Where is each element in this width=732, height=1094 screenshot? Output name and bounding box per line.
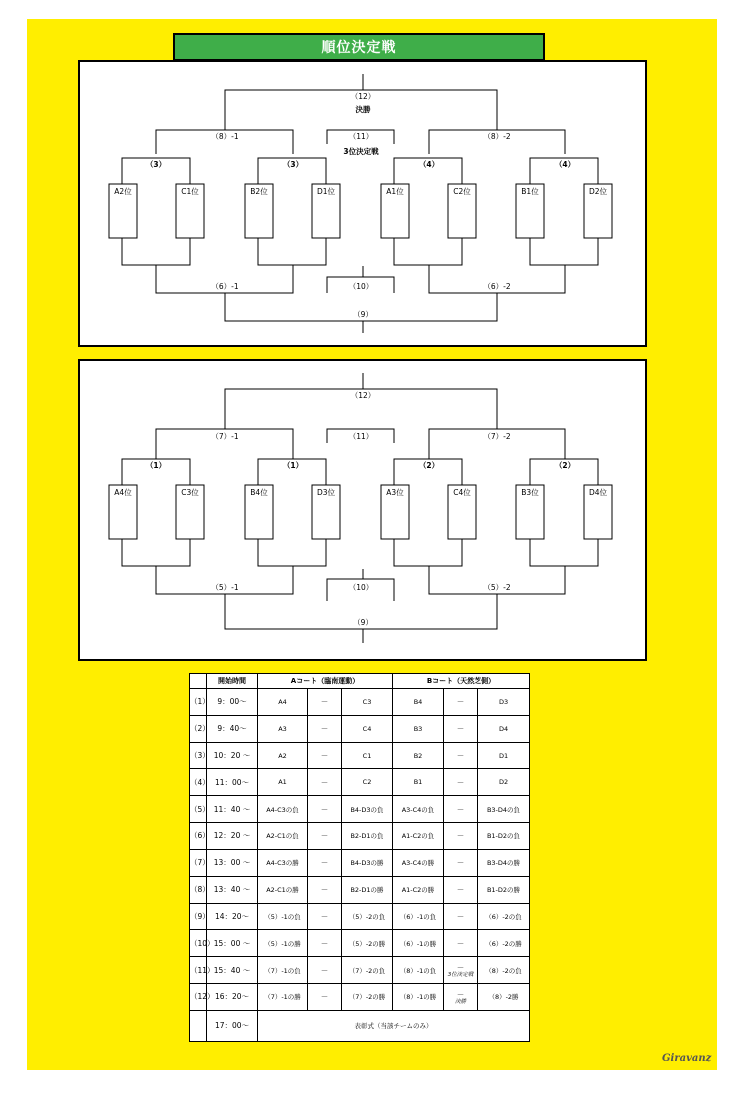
court-a-team-1-text: A2-C1の勝	[266, 886, 299, 895]
court-b-team-1-text: （6）-1の勝	[399, 939, 437, 948]
row-number-text: （8）	[190, 885, 210, 895]
court-b-team-1-text: A1-C2の負	[401, 832, 435, 841]
court-a-team-1-text: A3	[278, 724, 287, 733]
start-time-text: 17：00～	[214, 1021, 250, 1031]
court-b-team-1	[393, 930, 444, 957]
row-number	[190, 876, 210, 903]
start-time	[207, 796, 258, 823]
court-b-team-1-text: （6）-1の負	[399, 912, 437, 921]
bracket-2-team: A3位	[386, 488, 404, 497]
court-b-dash-text: －	[456, 885, 465, 895]
start-time	[207, 849, 258, 876]
court-a-team-1-text: A4-C3の負	[266, 805, 299, 814]
court-a-team-1	[258, 715, 308, 742]
match-note: 決勝	[454, 998, 466, 1005]
court-b-dash-text: －	[456, 938, 465, 948]
bracket-1-lines	[80, 62, 649, 349]
court-b-team-2-text: （8）-2の負	[485, 966, 522, 975]
court-a-dash-text: －	[320, 751, 329, 761]
start-time	[207, 742, 258, 769]
court-b-team-2	[478, 742, 530, 769]
court-b-team-2	[478, 983, 530, 1010]
court-b-dash	[444, 689, 478, 716]
row-number-text: （1）	[190, 697, 210, 707]
bracket-2-semi-right: （7）-2	[483, 432, 511, 441]
court-b-team-2	[478, 903, 530, 930]
court-b-dash-text: －	[456, 777, 465, 787]
court-b-team-1	[393, 849, 444, 876]
court-b-team-2	[478, 876, 530, 903]
court-b-dash	[444, 930, 478, 957]
page-title: 順位決定戦	[173, 33, 545, 61]
start-time-text: 10：20 ～	[213, 751, 251, 761]
bracket-1-third-sublabel: 3位決定戦	[343, 147, 379, 156]
court-a-team-2	[342, 983, 393, 1010]
bracket-2-lines	[80, 361, 649, 663]
court-a-team-2	[342, 930, 393, 957]
schedule-header-row	[190, 674, 530, 689]
start-time-text: 16：20～	[214, 992, 250, 1002]
court-a-dash	[308, 715, 342, 742]
bracket-2-bottom-right: （5）-2	[483, 583, 511, 592]
court-a-team-2	[342, 769, 393, 796]
schedule-row	[190, 876, 530, 903]
court-b-team-2-text: （6）-2の負	[485, 912, 522, 921]
court-a-team-1-text: A2-C1の負	[266, 832, 299, 841]
court-a-team-1	[258, 823, 308, 850]
court-b-team-1	[393, 957, 444, 984]
bracket-1-team: C2位	[453, 187, 471, 196]
row-number-text: （3）	[190, 751, 210, 761]
bracket-2-bottom-final: （9）	[353, 618, 373, 627]
court-a-team-2	[342, 796, 393, 823]
court-b-team-1-text: A1-C2の勝	[401, 886, 435, 895]
court-b-team-1	[393, 983, 444, 1010]
bracket-2-final-label: （12）	[350, 391, 376, 400]
court-b-team-2	[478, 689, 530, 716]
schedule-row	[190, 796, 530, 823]
schedule-body	[190, 689, 530, 1042]
court-a-team-1-text: （5）-1の負	[264, 912, 301, 921]
court-b-team-1	[393, 742, 444, 769]
court-a-team-1-text: （5）-1の勝	[264, 939, 301, 948]
schedule-row	[190, 742, 530, 769]
court-a-dash	[308, 769, 342, 796]
court-a-dash-text: －	[320, 697, 329, 707]
schedule-row	[190, 849, 530, 876]
court-a-dash	[308, 849, 342, 876]
bracket-1-semi-left: （8）-1	[211, 132, 239, 141]
bracket-1-team: C1位	[181, 187, 199, 196]
schedule-row	[190, 823, 530, 850]
court-a-team-1	[258, 876, 308, 903]
court-b-team-1	[393, 689, 444, 716]
court-a-team-2-text: （7）-2の勝	[348, 993, 386, 1002]
court-b-team-2	[478, 849, 530, 876]
court-b-dash-text: －	[456, 962, 465, 972]
court-a-team-1-text: A4	[278, 697, 287, 706]
row-number	[190, 715, 210, 742]
bracket-1-q4: （4）	[554, 160, 576, 169]
court-b-team-2-text: B1-D2の勝	[486, 886, 521, 895]
court-b-team-2-text: （8）-2勝	[488, 993, 519, 1002]
court-b-dash	[444, 903, 478, 930]
court-a-team-2-text: C3	[362, 697, 372, 706]
schedule-row	[190, 903, 530, 930]
court-a-dash	[308, 983, 342, 1010]
schedule-row	[190, 930, 530, 957]
court-b-team-1-text: A3-C4の負	[401, 805, 435, 814]
bracket-1-bottom-final: （9）	[353, 310, 373, 319]
court-a-dash	[308, 903, 342, 930]
court-b-dash-text: －	[456, 911, 465, 921]
bracket-1-bottom-left: （6）-1	[211, 282, 239, 291]
court-b-team-1	[393, 715, 444, 742]
court-a-dash-text: －	[320, 724, 329, 734]
bracket-2-team: C3位	[181, 488, 199, 497]
court-b-team-2	[478, 796, 530, 823]
bracket-2-q4: （2）	[554, 461, 576, 470]
bracket-2-third-label: （11）	[348, 432, 374, 441]
bracket-1-final-sublabel: 決勝	[355, 105, 371, 114]
row-number	[190, 689, 210, 716]
court-b-team-1	[393, 796, 444, 823]
header-court-a: Aコート（臨南運動）	[258, 674, 393, 689]
bracket-2-team: B4位	[250, 488, 268, 497]
start-time-text: 9：00～	[217, 697, 247, 707]
schedule-row	[190, 983, 530, 1010]
court-b-team-2-text: B3-D4の勝	[486, 859, 521, 868]
court-a-team-2-text: C4	[362, 724, 372, 733]
bracket-panel-1	[78, 60, 647, 347]
row-number	[190, 796, 210, 823]
bracket-1-team: B1位	[521, 187, 539, 196]
court-b-team-2-text: D4	[498, 724, 509, 733]
court-b-team-1-text: B4	[413, 697, 423, 706]
bracket-1-semi-right: （8）-2	[483, 132, 511, 141]
court-a-team-1	[258, 769, 308, 796]
court-a-team-2-text: C1	[362, 751, 372, 760]
court-b-team-1-text: B3	[413, 724, 423, 733]
court-a-team-2-text: （5）-2の負	[348, 912, 386, 921]
court-a-team-2-text: B2-D1の負	[350, 832, 384, 841]
start-time-text: 14：20～	[214, 911, 250, 921]
row-number	[190, 983, 215, 1010]
court-b-dash	[444, 715, 478, 742]
start-time	[207, 930, 258, 957]
court-b-team-1-text: （8）-1の負	[399, 966, 437, 975]
row-number-text: （5）	[190, 804, 210, 814]
court-a-team-2	[342, 742, 393, 769]
start-time	[207, 983, 258, 1010]
court-a-team-1	[258, 957, 308, 984]
court-b-dash	[444, 769, 478, 796]
bracket-2-bottom-left: （5）-1	[211, 583, 239, 592]
ceremony-text: 表彰式（当該チームのみ）	[354, 1022, 433, 1031]
row-number-text: （9）	[190, 911, 210, 921]
bracket-2-q2: （1）	[282, 461, 304, 470]
court-a-team-1	[258, 742, 308, 769]
schedule-row	[190, 689, 530, 716]
schedule-row-ceremony	[190, 1010, 530, 1041]
court-b-team-2	[478, 715, 530, 742]
start-time-text: 15：40 ～	[213, 965, 251, 975]
court-a-dash	[308, 742, 342, 769]
row-number-text: （12）	[190, 992, 215, 1002]
row-number	[190, 769, 210, 796]
court-b-dash	[444, 957, 478, 984]
court-a-team-2-text: （7）-2の負	[348, 966, 386, 975]
court-a-team-1	[258, 796, 308, 823]
header-blank	[190, 674, 207, 689]
court-a-dash-text: －	[320, 831, 329, 841]
court-b-dash	[444, 876, 478, 903]
court-b-team-1	[393, 876, 444, 903]
giravanz-logo: Giravanz	[662, 1053, 712, 1064]
schedule-row	[190, 715, 530, 742]
bracket-2-team: A4位	[114, 488, 132, 497]
row-number	[190, 823, 210, 850]
start-time-text: 12：20 ～	[213, 831, 251, 841]
row-number	[190, 742, 210, 769]
court-a-team-2	[342, 823, 393, 850]
start-time-text: 15：00 ～	[213, 938, 251, 948]
court-a-dash-text: －	[320, 858, 329, 868]
schedule-table	[189, 673, 530, 1042]
court-b-dash	[444, 849, 478, 876]
court-b-dash	[444, 796, 478, 823]
court-b-dash	[444, 823, 478, 850]
court-b-team-1	[393, 769, 444, 796]
court-b-team-2-text: （6）-2の勝	[485, 939, 522, 948]
court-a-dash	[308, 689, 342, 716]
row-number-text: （4）	[190, 777, 210, 787]
court-a-team-2	[342, 957, 393, 984]
start-time-text: 13：00 ～	[213, 858, 251, 868]
court-a-team-1-text: A4-C3の勝	[266, 859, 299, 868]
start-time	[207, 903, 258, 930]
header-time: 開始時間	[207, 674, 258, 689]
court-b-dash-text: －	[456, 831, 465, 841]
court-a-dash-text: －	[320, 992, 329, 1002]
court-a-team-1-text: （7）-1の勝	[264, 993, 301, 1002]
bracket-1-team: A1位	[386, 187, 404, 196]
row-number	[190, 957, 215, 984]
row-number	[190, 849, 210, 876]
bracket-1-bottom-right: （6）-2	[483, 282, 511, 291]
court-b-team-1	[393, 823, 444, 850]
row-number-text: （2）	[190, 724, 210, 734]
bracket-2-team: B3位	[521, 488, 539, 497]
court-b-team-1-text: A3-C4の勝	[401, 859, 435, 868]
court-a-team-2-text: B4-D3の勝	[350, 859, 384, 868]
bracket-2-semi-left: （7）-1	[211, 432, 239, 441]
court-a-dash-text: －	[320, 777, 329, 787]
court-a-dash	[308, 930, 342, 957]
start-time	[207, 689, 258, 716]
row-number	[190, 903, 210, 930]
court-a-team-2-text: B4-D3の負	[350, 805, 384, 814]
court-b-team-2-text: B3-D4の負	[486, 805, 521, 814]
court-b-dash-text: －	[456, 804, 465, 814]
start-time-text: 9：40～	[217, 724, 247, 734]
court-b-dash-text: －	[456, 751, 465, 761]
start-time-text: 11：00～	[214, 777, 250, 787]
court-b-dash	[444, 742, 478, 769]
header-court-b: Bコート（天然芝側）	[393, 674, 530, 689]
court-a-team-1	[258, 930, 308, 957]
court-a-team-1-text: A2	[278, 751, 287, 760]
start-time	[207, 957, 258, 984]
court-b-team-2	[478, 823, 530, 850]
row-number	[190, 930, 215, 957]
court-a-dash	[308, 957, 342, 984]
row-number-text: （11）	[190, 965, 215, 975]
row-number	[190, 1010, 207, 1041]
bracket-1-team: A2位	[114, 187, 132, 196]
court-a-team-2-text: C2	[362, 778, 372, 787]
bracket-1-final-label: （12）	[350, 92, 376, 101]
court-b-team-2-text: B1-D2の負	[486, 832, 521, 841]
court-b-dash	[444, 983, 478, 1010]
bracket-2-team: D3位	[316, 488, 336, 497]
start-time	[207, 876, 258, 903]
bracket-1-team: D2位	[588, 187, 608, 196]
bracket-1-q3: （4）	[418, 160, 440, 169]
court-a-team-1-text: A1	[278, 778, 287, 787]
court-a-team-2	[342, 876, 393, 903]
court-a-dash	[308, 796, 342, 823]
court-a-dash	[308, 876, 342, 903]
bracket-2-q1: （1）	[145, 461, 167, 470]
court-b-team-1-text: （8）-1の勝	[399, 993, 437, 1002]
court-a-team-2-text: B2-D1の勝	[350, 886, 384, 895]
court-a-dash-text: －	[320, 885, 329, 895]
court-b-dash-text: －	[456, 989, 465, 999]
court-a-dash-text: －	[320, 911, 329, 921]
court-b-team-2-text: D2	[498, 778, 509, 787]
bracket-panel-2	[78, 359, 647, 661]
court-b-team-1	[393, 903, 444, 930]
court-a-team-1	[258, 983, 308, 1010]
court-a-dash	[308, 823, 342, 850]
court-a-team-1-text: （7）-1の負	[264, 966, 301, 975]
start-time	[207, 1010, 258, 1041]
bracket-1-bottom-mid: （10）	[348, 282, 374, 291]
bracket-1-team: D1位	[316, 187, 336, 196]
court-a-team-2	[342, 849, 393, 876]
court-a-team-2-text: （5）-2の勝	[348, 939, 386, 948]
court-b-team-2-text: D3	[498, 697, 509, 706]
bracket-2-team: D4位	[588, 488, 608, 497]
court-a-team-2	[342, 689, 393, 716]
start-time	[207, 823, 258, 850]
bracket-1-third-label: （11）	[348, 132, 374, 141]
court-a-team-1	[258, 903, 308, 930]
court-b-team-2	[478, 957, 530, 984]
court-b-team-1-text: B1	[413, 778, 423, 787]
court-b-dash-text: －	[456, 858, 465, 868]
start-time-text: 11：40 ～	[213, 804, 251, 814]
court-a-team-1	[258, 849, 308, 876]
court-a-dash-text: －	[320, 965, 329, 975]
court-a-dash-text: －	[320, 938, 329, 948]
row-number-text: （7）	[190, 858, 210, 868]
bracket-1-q1: （3）	[145, 160, 167, 169]
court-b-team-2	[478, 769, 530, 796]
court-a-team-2	[342, 903, 393, 930]
ceremony-cell	[258, 1010, 530, 1041]
court-a-team-1	[258, 689, 308, 716]
row-number-text: （6）	[190, 831, 210, 841]
court-b-dash-text: －	[456, 724, 465, 734]
row-number-text: （10）	[190, 938, 215, 948]
court-b-team-1-text: B2	[413, 751, 423, 760]
bracket-1-team: B2位	[250, 187, 268, 196]
schedule-row	[190, 957, 530, 984]
court-b-dash-text: －	[456, 697, 465, 707]
start-time-text: 13：40 ～	[213, 885, 251, 895]
bracket-2-team: C4位	[453, 488, 471, 497]
match-note: 3位決定戦	[447, 971, 474, 978]
start-time	[207, 715, 258, 742]
bracket-2-q3: （2）	[418, 461, 440, 470]
bracket-2-bottom-mid: （10）	[348, 583, 374, 592]
bracket-1-q2: （3）	[282, 160, 304, 169]
court-a-team-2	[342, 715, 393, 742]
court-b-team-2-text: D1	[498, 751, 509, 760]
schedule-row	[190, 769, 530, 796]
start-time	[207, 769, 258, 796]
court-a-dash-text: －	[320, 804, 329, 814]
court-b-team-2	[478, 930, 530, 957]
